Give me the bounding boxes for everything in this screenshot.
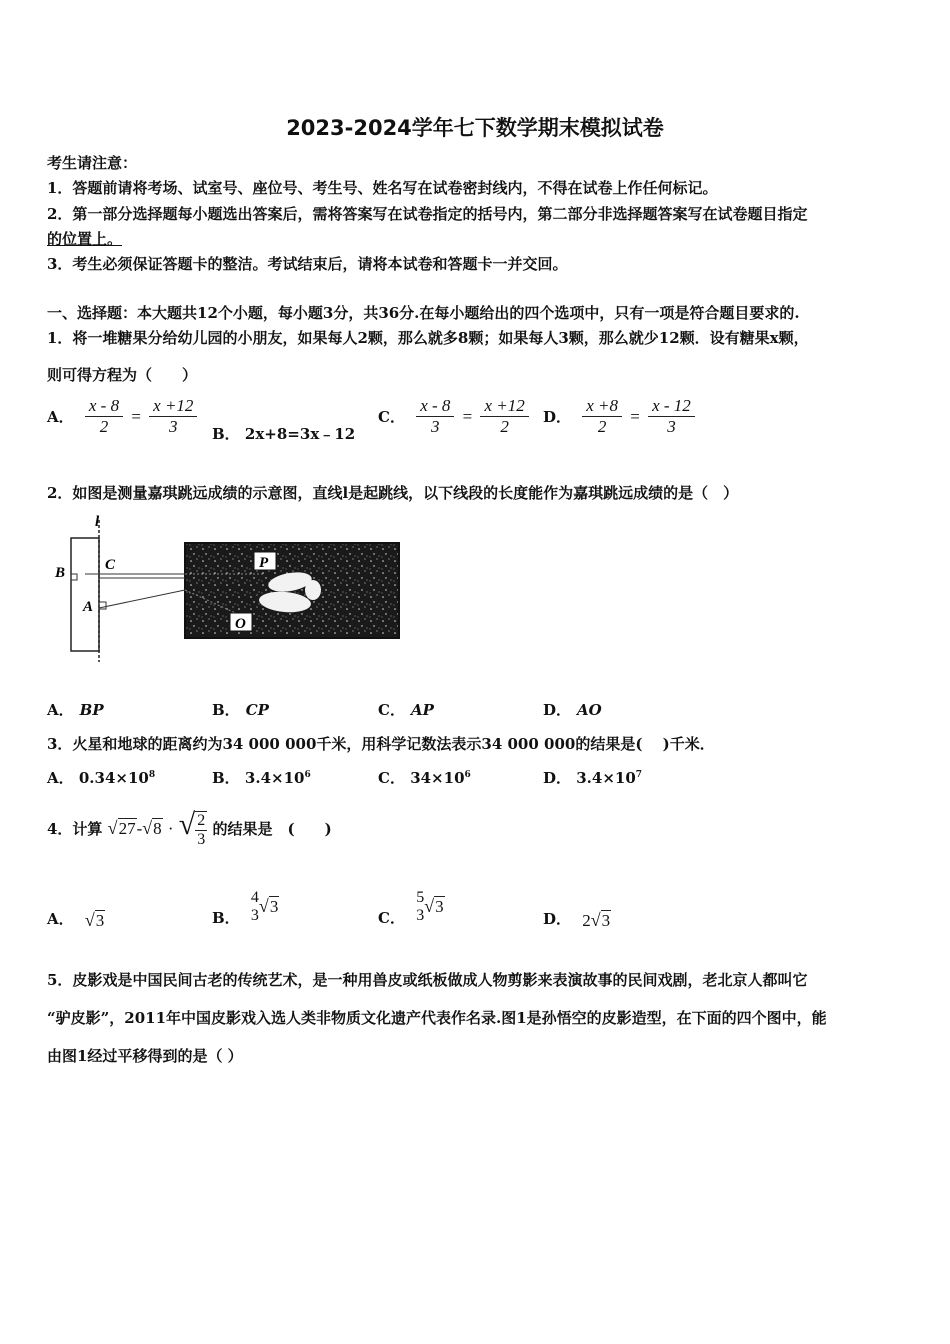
fig-label-o: O (235, 616, 246, 632)
q3-option-b[interactable]: B． $3.4\times 10^6$ (212, 769, 311, 787)
page-title: 2023-2024学年七下数学期末模拟试卷 (286, 116, 664, 140)
q4-radical-8: √8 (142, 818, 162, 839)
fig-label-p: P (259, 555, 269, 571)
q1-option-c[interactable]: C． $\frac{x - 8}{3}$ = $\frac{x +12}{2}$ (378, 396, 529, 437)
q1-stem-line1: 1．将一堆糖果分给幼儿园的小朋友，如果每人2颗，那么就多8颗；如果每人3颗，那么就少12颗．设有糖果x颗， (47, 329, 809, 347)
q1-option-b[interactable]: B． 2x+8=3x﹣12 (212, 425, 356, 443)
q1-option-a[interactable]: A． $\frac{x - 8}{2}$ = $\frac{x +12}{3}$ (47, 396, 197, 437)
fig-label-l: l (95, 514, 100, 530)
q2-figure (45, 510, 405, 665)
q5-stem-line3: 由图1经过平移得到的是（ ） (47, 1047, 243, 1065)
q5-stem-line2: “驴皮影”，2011年中国皮影戏入选人类非物质文化遗产代表作名录.图1是孙悟空的皮影造型，在下面的四个图中，能 (47, 1009, 827, 1027)
notice-item-2: 2．第一部分选择题每小题选出答案后，需将答案写在试卷指定的括号内，第二部分非选择题答案写在试卷题目指定 (47, 205, 808, 223)
q4-radical-27: √27 (107, 818, 136, 839)
fig-label-b: B (55, 565, 66, 581)
q3-option-a[interactable]: A． $0.34\times 10^8$ (47, 769, 156, 787)
q4-option-a[interactable]: A． √3 (47, 909, 105, 930)
q2-option-d[interactable]: D． AO (543, 701, 602, 719)
q2-option-c[interactable]: C． AP (378, 701, 434, 719)
q2-option-a[interactable]: A． BP (47, 701, 104, 719)
q3-option-d[interactable]: D． $3.4\times 10^7$ (543, 769, 643, 787)
board-shape (71, 538, 99, 651)
q2-option-b[interactable]: B． CP (212, 701, 269, 719)
q5-stem-line1: 5．皮影戏是中国民间古老的传统艺术，是一种用兽皮或纸板做成人物剪影来表演故事的民间戏剧，老北京人都叫它 (47, 971, 808, 989)
q4-option-c[interactable]: C． 5 3 √3 (378, 888, 444, 927)
q2-stem: 2．如图是测量嘉琪跳远成绩的示意图，直线l是起跳线，以下线段的长度能作为嘉琪跳远成绩的是（ ） (47, 484, 739, 502)
q4-radical-frac: √ $\frac{2}{3}$ (178, 808, 206, 849)
q3-stem: 3．火星和地球的距离约为34 000 000千米，用科学记数法表示34 000 000的结果是( )千米． (47, 735, 715, 753)
notice-item-2-cont: 的位置上。 (47, 230, 123, 248)
q3-option-c[interactable]: C． $34\times 10^6$ (378, 769, 471, 787)
notice-item-1: 1．答题前请将考场、试室号、座位号、考生号、姓名写在试卷密封线内，不得在试卷上作任何标记。 (47, 179, 718, 197)
q1-option-d[interactable]: D． $\frac{x +8}{2}$ = $\frac{x - 12}{3}$ (543, 396, 695, 437)
q1-stem-line2: 则可得方程为（ ） (47, 366, 198, 384)
fig-label-a: A (83, 599, 94, 615)
q4-stem: 4．计算 √27-√8 · √ $\frac{2}{3}$ 的结果是 ( ) (47, 808, 332, 849)
notice-item-3: 3．考生必须保证答题卡的整洁。考试结束后，请将本试卷和答题卡一并交回。 (47, 255, 568, 273)
section-heading: 一、选择题：本大题共12个小题，每小题3分，共36分.在每小题给出的四个选项中，只有一项是符合题目要求的. (47, 304, 800, 322)
notice-heading: 考生请注意： (47, 154, 138, 172)
q4-option-b[interactable]: B． 4 3 √3 (212, 888, 279, 927)
q4-option-d[interactable]: D． 2√3 (543, 909, 611, 930)
fig-label-c: C (105, 557, 116, 573)
